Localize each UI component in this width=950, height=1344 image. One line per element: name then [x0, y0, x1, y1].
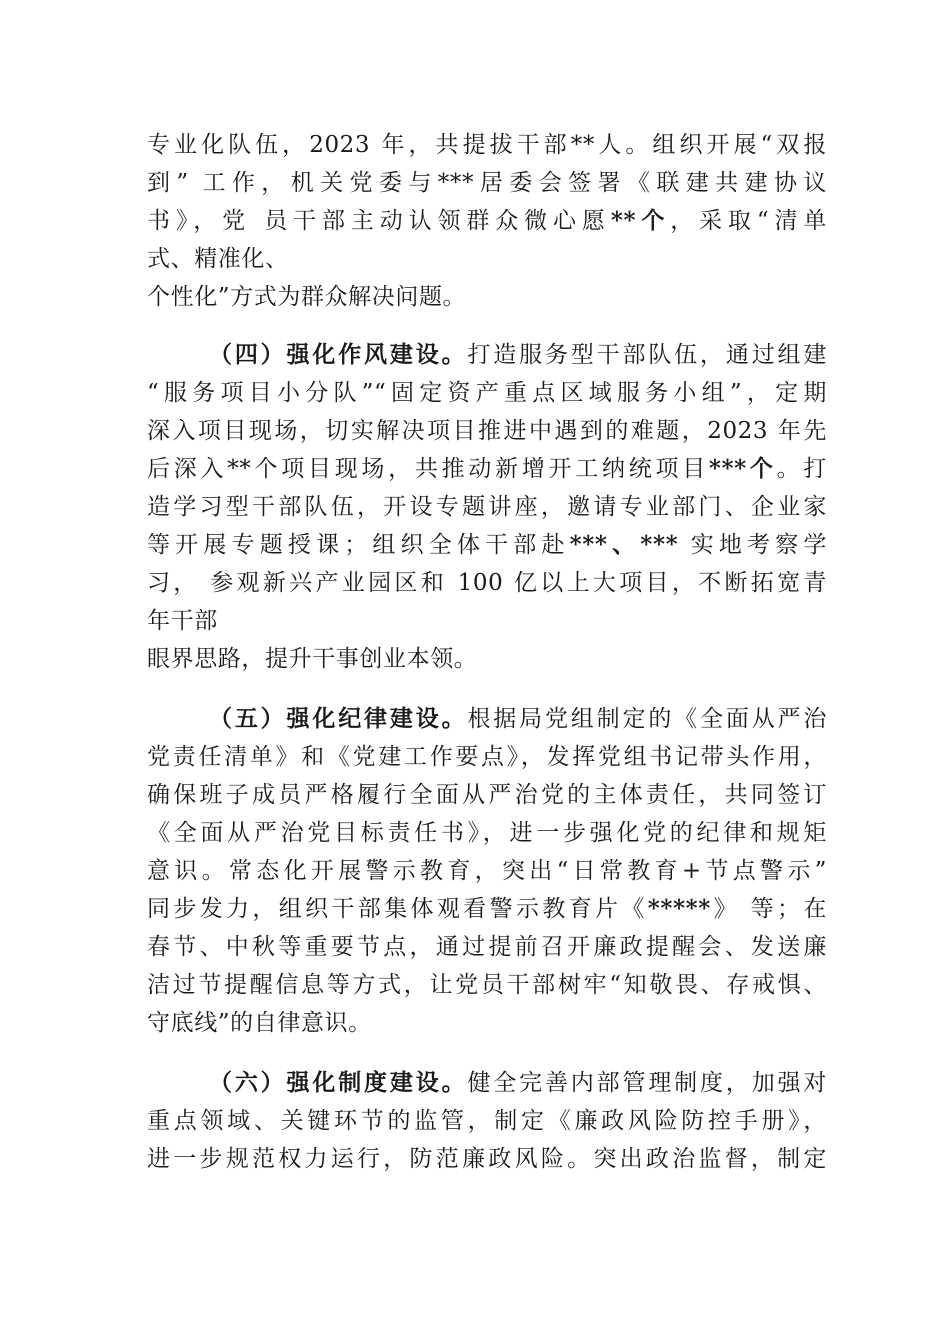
- text-line: 党责任清单》和《党建工作要点》，发挥党组书记带头作用，: [147, 744, 827, 770]
- text-line: 洁过节提醒信息等方式，让党员干部树牢“知敬畏、存戒惧、: [147, 972, 827, 998]
- text-line: 式、精准化、: [147, 246, 289, 272]
- section-heading: （四）强化作风建设。: [209, 341, 468, 368]
- text-line: 守底线”的自律意识。: [147, 1010, 372, 1036]
- text-line: 习， 参观新兴产业园区和 100 亿以上大项目，不断拓宽青: [147, 570, 827, 596]
- section-heading: （六）强化制度建设。: [209, 1069, 468, 1096]
- section-5-first-line: （五）强化纪律建设。根据局党组制定的《全面从严治: [209, 705, 827, 732]
- text-line: 后深入**个项目现场，共推动新增开工纳统项目***个。打: [147, 455, 828, 482]
- text-line: 个性化”方式为群众解决问题。: [147, 284, 467, 310]
- text-line: 深入项目现场，切实解决项目推进中遇到的难题，2023 年先: [147, 418, 827, 444]
- text-line: 确保班子成员严格履行全面从严治党的主体责任，共同签订: [147, 782, 827, 808]
- section-heading: （五）强化纪律建设。: [209, 705, 468, 732]
- text-line: 造学习型干部队伍，开设专题讲座，邀请专业部门、企业家: [147, 494, 827, 520]
- text-line: 进一步规范权力运行，防范廉政风险。突出政治监督，制定: [147, 1146, 827, 1172]
- text-line: 《全面从严治党目标责任书》，进一步强化党的纪律和规矩: [147, 820, 827, 846]
- section-6-first-line: （六）强化制度建设。健全完善内部管理制度，加强对: [209, 1069, 827, 1096]
- text-line: “服务项目小分队”“固定资产重点区域服务小组”，定期: [147, 380, 827, 406]
- text-line: 书》，党 员干部主动认领群众微心愿**个，采取“清单: [147, 207, 828, 234]
- text-line: 年干部: [147, 608, 218, 634]
- text-line: 同步发力，组织干部集体观看警示教育片《*****》 等；在: [147, 895, 827, 922]
- text-line: 专业化队伍，2023 年，共提拔干部**人。组织开展“双报: [147, 132, 827, 158]
- text-line: 意识。常态化开展警示教育，突出“日常教育+节点警示”: [147, 858, 827, 884]
- text-line: 眼界思路，提升干事创业本领。: [147, 646, 478, 672]
- text-line: 重点领域、关键环节的监管，制定《廉政风险防控手册》，: [147, 1108, 827, 1134]
- section-4-first-line: （四）强化作风建设。打造服务型干部队伍，通过组建: [209, 341, 827, 368]
- text-line: 春节、中秋等重要节点，通过提前召开廉政提醒会、发送廉: [147, 934, 827, 960]
- text-line: 到” 工作，机关党委与***居委会签署《联建共建协议: [147, 170, 827, 196]
- text-line: 等开展专题授课；组织全体干部赴***、*** 实地考察学: [147, 531, 828, 558]
